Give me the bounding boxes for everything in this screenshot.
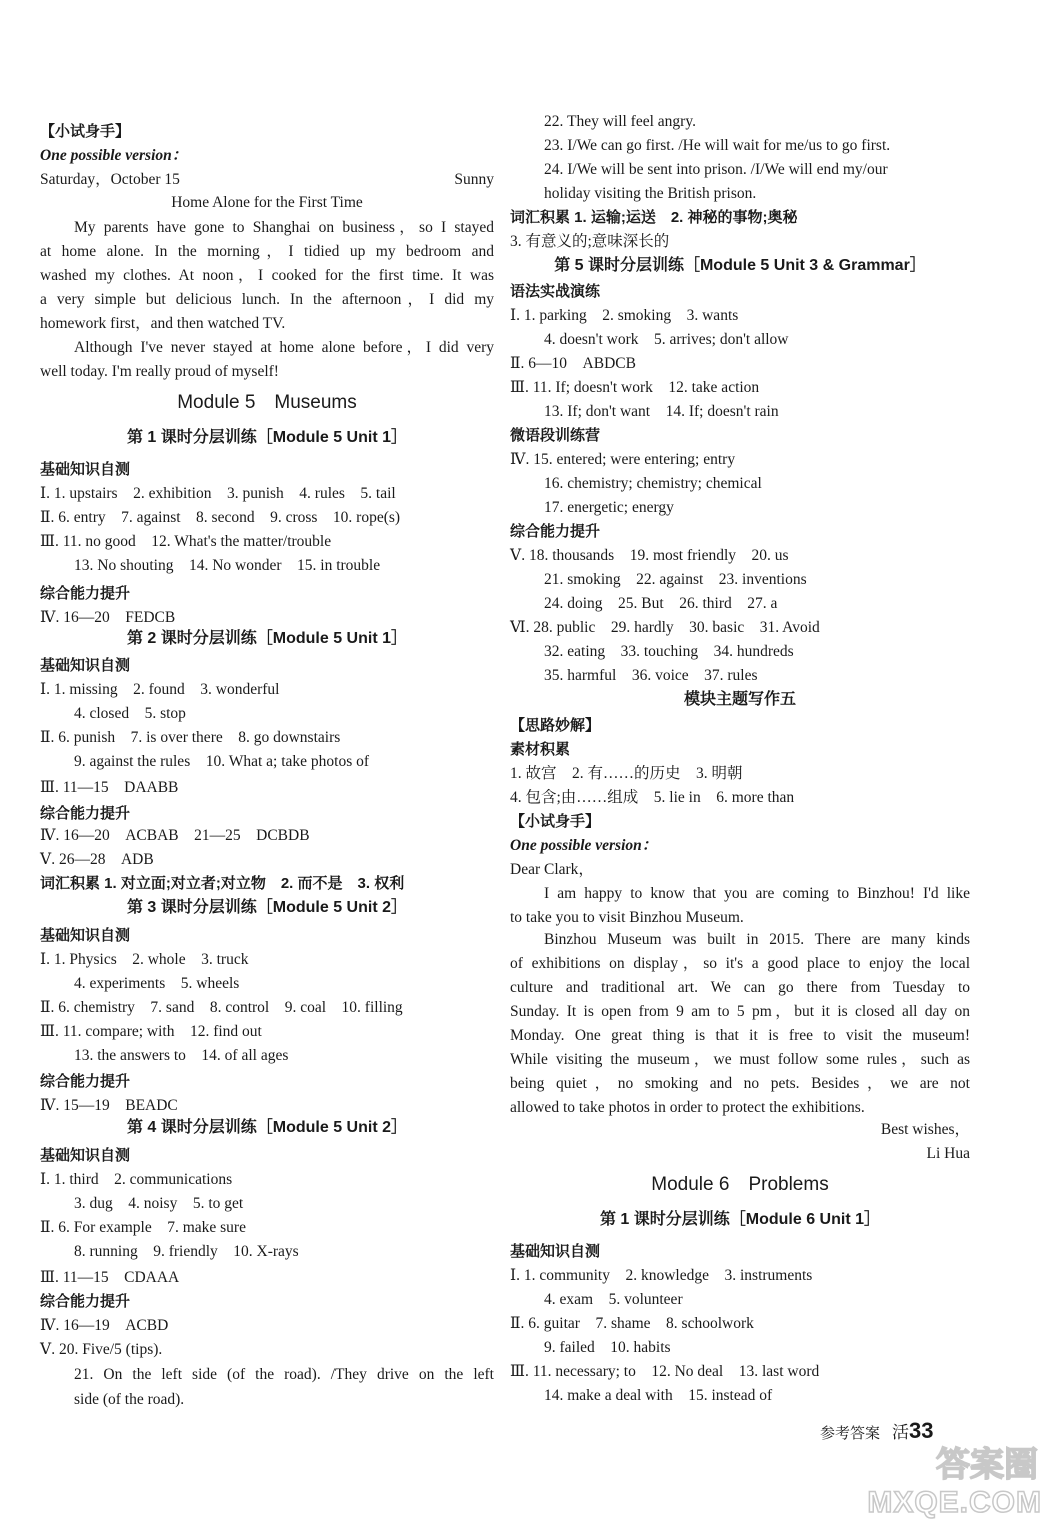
right-line-40 (510, 1074, 970, 1094)
right-line-42 (510, 1120, 970, 1140)
left-line-25 (40, 752, 494, 772)
line-text: Ⅰ. 1. upstairs 2. exhibition 3. punish 4. rules 5. tail (40, 485, 396, 502)
line-text: to take you to visit Binzhou Museum. (510, 909, 744, 926)
line-text: 14. make a deal with 15. instead of (544, 1387, 773, 1404)
footer-huo: 活 (892, 1423, 910, 1442)
line-text: 1. 故宫 2. 有……的历史 3. 明朝 (510, 765, 743, 782)
line-text: Ⅲ. 11—15 CDAAA (40, 1269, 180, 1286)
left-line-4 (40, 218, 494, 238)
line-text: allowed to take photos in order to protect the exhibitions. (510, 1099, 865, 1116)
left-line-48 (40, 1316, 494, 1336)
right-line-19 (510, 570, 970, 590)
line-text: at home alone. In the morning，I tidied up my bedroom and (40, 243, 494, 260)
left-line-41 (40, 1146, 494, 1166)
right-line-31 (510, 860, 970, 880)
right-line-50 (510, 1338, 970, 1358)
line-text: Saturday，October 15 (40, 171, 180, 188)
line-text: Dear Clark， (510, 861, 594, 878)
line-text: Module 6 Problems (651, 1174, 829, 1195)
right-line-49 (510, 1314, 970, 1334)
right-line-22 (510, 642, 970, 662)
left-line-7 (40, 290, 494, 310)
left-line-0 (40, 122, 494, 142)
line-text: Ⅱ. 6. entry 7. against 8. second 9. cross 10. rope(s) (40, 509, 401, 526)
line-text: 4. doesn't work 5. arrives; don't allow (544, 331, 789, 348)
right-line-20 (510, 594, 970, 614)
line-text: side (of the road). (74, 1391, 185, 1408)
right-line-27 (510, 764, 970, 784)
line-text: One possible version： (40, 147, 188, 164)
right-line-41 (510, 1098, 970, 1118)
left-line-28 (40, 826, 494, 846)
left-line-29 (40, 850, 494, 870)
line-text: Ⅵ. 28. public 29. hardly 30. basic 31. Avoid (510, 619, 820, 636)
left-line-23 (40, 704, 494, 724)
line-text: 综合能力提升 (40, 585, 131, 602)
line-text: a very simple but delicious lunch. In the afternoon，I did my (40, 291, 494, 308)
left-line-36 (40, 1022, 494, 1042)
line-text: 模块主题写作五 (683, 691, 796, 708)
right-line-0 (510, 112, 970, 132)
left-line-3 (40, 193, 494, 213)
right-line-16 (510, 498, 970, 518)
left-line-10 (40, 362, 494, 382)
left-line-51 (40, 1390, 494, 1410)
right-line-9 (510, 330, 970, 350)
left-line-47 (40, 1292, 494, 1312)
line-text: 综合能力提升 (40, 1073, 131, 1090)
line-text: 【小试身手】 (40, 123, 131, 140)
line-text: 第 1 课时分层训练［Module 5 Unit 1］ (126, 429, 408, 446)
right-line-11 (510, 378, 970, 398)
right-line-29 (510, 812, 970, 832)
left-line-2 (40, 170, 494, 190)
right-line-44 (510, 1175, 970, 1195)
line-text: Although I've never stayed at home alone before，I did very (74, 339, 494, 356)
line-text: 4. closed 5. stop (74, 705, 186, 722)
left-line-14 (40, 484, 494, 504)
line-text: 4. exam 5. volunteer (544, 1291, 683, 1308)
left-line-44 (40, 1218, 494, 1238)
left-line-35 (40, 998, 494, 1018)
watermark-logo (867, 1445, 1054, 1530)
left-line-38 (40, 1072, 494, 1092)
left-line-11 (40, 393, 494, 413)
line-text: 综合能力提升 (510, 523, 601, 540)
line-text: 微语段训练营 (510, 427, 601, 444)
right-line-5 (510, 232, 970, 252)
line-text: Ⅰ. 1. community 2. knowledge 3. instruments (510, 1267, 813, 1284)
left-line-16 (40, 532, 494, 552)
left-line-34 (40, 974, 494, 994)
line-text: Ⅳ. 15—19 BEADC (40, 1097, 178, 1114)
line-text: 综合能力提升 (40, 1293, 131, 1310)
line-text: 4. 包含;由……组成 5. lie in 6. more than (510, 789, 795, 806)
line-text: 素材积累 (510, 741, 571, 758)
left-line-20 (40, 629, 494, 649)
line-text: 9. against the rules 10. What a; take photos of (74, 753, 370, 770)
page-footer (820, 1418, 934, 1444)
left-line-24 (40, 728, 494, 748)
right-line-45 (510, 1210, 970, 1230)
right-line-12 (510, 402, 970, 422)
line-text: Ⅳ. 16—20 ACBAB 21—25 DCBDB (40, 827, 310, 844)
line-text: Home Alone for the First Time (171, 194, 363, 211)
left-line-27 (40, 804, 494, 824)
right-line-14 (510, 450, 970, 470)
line-text: One possible version： (510, 837, 658, 854)
line-text: 基础知识自测 (40, 657, 131, 674)
footer-label: 参考答案 (820, 1425, 881, 1442)
right-line-23 (510, 666, 970, 686)
right-line-37 (510, 1002, 970, 1022)
line-text: 3. 有意义的;意味深长的 (510, 233, 670, 250)
line-text: 词汇积累 1. 运输;运送 2. 神秘的事物;奥秘 (510, 209, 798, 226)
line-text: well today. I'm really proud of myself! (40, 363, 279, 380)
line-text: Monday. One great thing is that it is free to visit the museum! (510, 1027, 970, 1044)
right-line-51 (510, 1362, 970, 1382)
line-text: 第 2 课时分层训练［Module 5 Unit 1］ (126, 630, 408, 647)
line-text: washed my clothes. At noon，I cooked for the first time. It was (40, 267, 494, 284)
line-text: 24. doing 25. But 26. third 27. a (544, 595, 778, 612)
line-text: Binzhou Museum was built in 2015. There are many kinds (544, 931, 970, 948)
left-line-5 (40, 242, 494, 262)
line-text: I am happy to know that you are coming to Binzhou! I'd like (544, 885, 970, 902)
line-text: 22. They will feel angry. (544, 113, 696, 130)
left-line-37 (40, 1046, 494, 1066)
left-line-31 (40, 898, 494, 918)
line-text: Ⅲ. 11. compare; with 12. find out (40, 1023, 262, 1040)
line-text: holiday visiting the British prison. (544, 185, 757, 202)
right-line-46 (510, 1242, 970, 1262)
right-line-2 (510, 160, 970, 180)
line-text: 【思路妙解】 (510, 717, 601, 734)
right-line-32 (510, 884, 970, 904)
left-line-46 (40, 1268, 494, 1288)
left-line-40 (40, 1118, 494, 1138)
line-text: homework first，and then watched TV. (40, 315, 286, 332)
right-line-15 (510, 474, 970, 494)
right-line-18 (510, 546, 970, 566)
left-line-18 (40, 584, 494, 604)
line-text: My parents have gone to Shanghai on business，so I stayed (74, 219, 494, 236)
left-line-32 (40, 926, 494, 946)
line-text: Ⅳ. 15. entered; were entering; entry (510, 451, 736, 468)
line-text: being quiet，no smoking and no pets. Besides，we are not (510, 1075, 970, 1092)
right-line-17 (510, 522, 970, 542)
line-text: 基础知识自测 (40, 461, 131, 478)
line-text: 第 1 课时分层训练［Module 6 Unit 1］ (599, 1211, 881, 1228)
right-line-30 (510, 836, 970, 856)
line-text: culture and traditional art. We can go there from Tuesday to (510, 979, 970, 996)
line-text: Ⅱ. 6. guitar 7. shame 8. schoolwork (510, 1315, 754, 1332)
right-line-47 (510, 1266, 970, 1286)
left-line-1 (40, 146, 494, 166)
line-text: Ⅰ. 1. parking 2. smoking 3. wants (510, 307, 739, 324)
line-text: 基础知识自测 (40, 927, 131, 944)
line-text: Li Hua (926, 1145, 970, 1162)
right-line-6 (510, 256, 970, 276)
line-text: 8. running 9. friendly 10. X-rays (74, 1243, 299, 1260)
left-line-12 (40, 428, 494, 448)
line-text: 17. energetic; energy (544, 499, 674, 516)
line-text: While visiting the museum，we must follow some rules，such as (510, 1051, 970, 1068)
line-text: 32. eating 33. touching 34. hundreds (544, 643, 794, 660)
right-line-10 (510, 354, 970, 374)
line-text: 23. I/We can go first. /He will wait for me/us to go first. (544, 137, 891, 154)
right-line-25 (510, 716, 970, 736)
left-line-22 (40, 680, 494, 700)
left-line-49 (40, 1340, 494, 1360)
right-line-26 (510, 740, 970, 760)
left-line-17 (40, 556, 494, 576)
watermark-text: MXQE.COM (867, 1486, 1042, 1519)
line-text: 【小试身手】 (510, 813, 601, 830)
right-line-39 (510, 1050, 970, 1070)
line-text: Best wishes， (880, 1121, 970, 1138)
left-line-43 (40, 1194, 494, 1214)
line-text: Ⅱ. 6. punish 7. is over there 8. go downstairs (40, 729, 341, 746)
line-text: 21. smoking 22. against 23. inventions (544, 571, 807, 588)
line-text: Ⅲ. 11. If; doesn't work 12. take action (510, 379, 760, 396)
left-line-15 (40, 508, 494, 528)
right-line-13 (510, 426, 970, 446)
line-text: 第 5 课时分层训练［Module 5 Unit 3 & Grammar］ (554, 257, 926, 274)
line-text: 9. failed 10. habits (544, 1339, 671, 1356)
line-text: Ⅴ. 26—28 ADB (40, 851, 154, 868)
line-text: 21. On the left side (of the road). /They drive on the left (74, 1366, 494, 1383)
right-line-33 (510, 908, 970, 928)
right-line-52 (510, 1386, 970, 1406)
line-text: 综合能力提升 (40, 805, 131, 822)
line-text: 13. the answers to 14. of all ages (74, 1047, 289, 1064)
left-line-13 (40, 460, 494, 480)
right-line-8 (510, 306, 970, 326)
right-line-7 (510, 282, 970, 302)
right-line-4 (510, 208, 970, 228)
left-line-45 (40, 1242, 494, 1262)
left-line-30 (40, 874, 494, 894)
line-text: 3. dug 4. noisy 5. to get (74, 1195, 244, 1212)
line-text: 词汇积累 1. 对立面;对立者;对立物 2. 而不是 3. 权利 (40, 875, 405, 892)
right-line-3 (510, 184, 970, 204)
left-line-26 (40, 778, 494, 798)
left-line-9 (40, 338, 494, 358)
right-line-24 (510, 690, 970, 710)
line-text: Ⅳ. 16—19 ACBD (40, 1317, 169, 1334)
line-text: 4. experiments 5. wheels (74, 975, 240, 992)
line-text: of exhibitions on display，so it's a good place to enjoy the local (510, 955, 970, 972)
line-text: Ⅱ. 6—10 ABDCB (510, 355, 636, 372)
left-line-21 (40, 656, 494, 676)
right-line-36 (510, 978, 970, 998)
line-text: Module 5 Museums (177, 392, 357, 413)
right-line-34 (510, 930, 970, 950)
line-text: Ⅰ. 1. Physics 2. whole 3. truck (40, 951, 249, 968)
left-line-33 (40, 950, 494, 970)
line-text: Ⅲ. 11. no good 12. What's the matter/trouble (40, 533, 332, 550)
line-text: Ⅱ. 6. For example 7. make sure (40, 1219, 246, 1236)
line-text: Ⅴ. 20. Five/5 (tips). (40, 1341, 163, 1358)
line-text: 16. chemistry; chemistry; chemical (544, 475, 762, 492)
right-line-1 (510, 136, 970, 156)
right-line-28 (510, 788, 970, 808)
line-text: Ⅰ. 1. missing 2. found 3. wonderful (40, 681, 280, 698)
page-number: 33 (909, 1418, 934, 1443)
line-text: Ⅲ. 11—15 DAABB (40, 779, 179, 796)
left-line-6 (40, 266, 494, 286)
line-text: 基础知识自测 (40, 1147, 131, 1164)
right-line-43 (510, 1144, 970, 1164)
line-text: Ⅴ. 18. thousands 19. most friendly 20. us (510, 547, 789, 564)
left-line-8 (40, 314, 494, 334)
left-line-50 (40, 1365, 494, 1385)
line-text: Ⅰ. 1. third 2. communications (40, 1171, 233, 1188)
line-text: 13. If; don't want 14. If; doesn't rain (544, 403, 779, 420)
line-text: 24. I/We will be sent into prison. /I/We will end my/our (544, 161, 888, 178)
left-line-39 (40, 1096, 494, 1116)
line-text: 语法实战演练 (510, 283, 601, 300)
left-line-42 (40, 1170, 494, 1190)
line-text: Sunday. It is open from 9 am to 5 pm，but it is closed all day on (510, 1003, 970, 1020)
right-line-48 (510, 1290, 970, 1310)
line-text: 35. harmful 36. voice 37. rules (544, 667, 758, 684)
line-text: Ⅲ. 11. necessary; to 12. No deal 13. last word (510, 1363, 820, 1380)
line-text: 13. No shouting 14. No wonder 15. in trouble (74, 557, 381, 574)
line-text: 基础知识自测 (510, 1243, 601, 1260)
left-line-19 (40, 608, 494, 628)
line-text: 第 4 课时分层训练［Module 5 Unit 2］ (126, 1119, 408, 1136)
line-text: Ⅳ. 16—20 FEDCB (40, 609, 176, 626)
line-right-text: Sunny (454, 171, 494, 188)
right-line-38 (510, 1026, 970, 1046)
right-line-21 (510, 618, 970, 638)
right-line-35 (510, 954, 970, 974)
line-text: Ⅱ. 6. chemistry 7. sand 8. control 9. coal 10. filling (40, 999, 403, 1016)
watermark-cn: 答案圈 (936, 1445, 1038, 1485)
line-text: 第 3 课时分层训练［Module 5 Unit 2］ (126, 899, 408, 916)
